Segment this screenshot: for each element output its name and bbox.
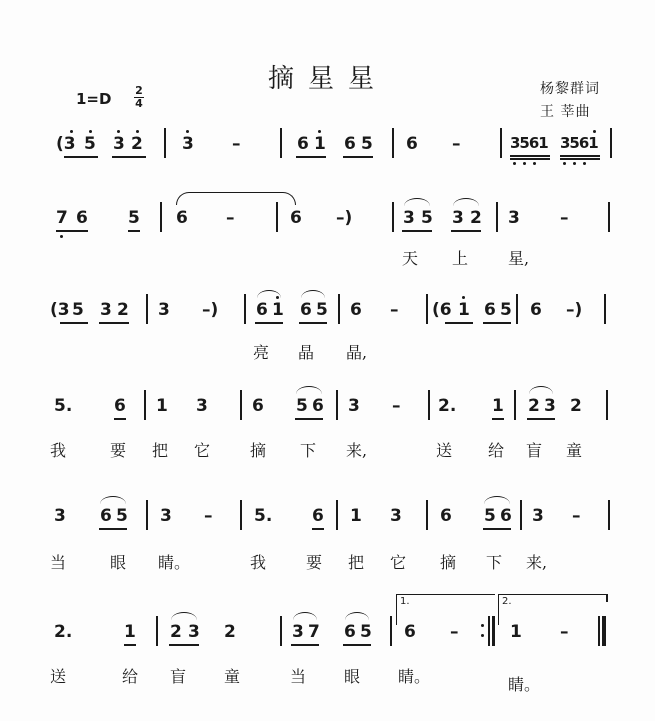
song-title: 摘星星 — [268, 64, 389, 94]
lyric: 来, — [526, 553, 548, 572]
note: 3 — [113, 134, 125, 154]
composer-credit: 王 莘曲 — [540, 104, 591, 120]
note: 6 — [344, 622, 356, 642]
note: 6 — [406, 134, 418, 154]
note: 3 — [100, 300, 112, 320]
note: 3 — [292, 622, 304, 642]
note: 2 — [131, 134, 143, 154]
dash: –) — [566, 300, 583, 320]
note: 5. — [54, 396, 73, 416]
lyric: 要 — [110, 441, 127, 460]
dash: – — [572, 506, 581, 526]
note: 5 — [500, 300, 512, 320]
volta-label-1: 1. — [400, 596, 410, 607]
note: 3 — [348, 396, 360, 416]
note: 5 — [316, 300, 328, 320]
note: 3 — [160, 506, 172, 526]
lyric: 给 — [488, 441, 505, 460]
lyric: 我 — [50, 441, 67, 460]
note: (3 — [56, 134, 76, 154]
time-signature-top: 2 — [135, 84, 143, 97]
dash: – — [450, 622, 459, 642]
lyric: 盲 — [170, 667, 187, 686]
dash: – — [392, 396, 401, 416]
lyric: 当 — [50, 553, 67, 572]
note: 6 — [252, 396, 264, 416]
note: 7 — [308, 622, 320, 642]
note: 5 — [360, 622, 372, 642]
note: 3 — [158, 300, 170, 320]
note: 3 — [544, 396, 556, 416]
lyric: 眼 — [344, 667, 361, 686]
note: 5 — [361, 134, 373, 154]
note: 5 — [84, 134, 96, 154]
dash: – — [204, 506, 213, 526]
note: 3 — [508, 208, 520, 228]
dash: – — [560, 208, 569, 228]
note: 3 — [452, 208, 464, 228]
note: 3 — [532, 506, 544, 526]
note: 1 — [272, 300, 284, 320]
note: 5 — [296, 396, 308, 416]
note: 5. — [254, 506, 273, 526]
note: 2 — [470, 208, 482, 228]
note: 2 — [528, 396, 540, 416]
note: 5 — [116, 506, 128, 526]
note: 6 — [100, 506, 112, 526]
lyric: 给 — [122, 667, 139, 686]
note: 3 — [188, 622, 200, 642]
note: 2. — [438, 396, 457, 416]
lyric: 来, — [346, 441, 368, 460]
lyric: 下 — [486, 553, 503, 572]
volta-bracket-2 — [498, 594, 607, 625]
lyric: 晶 — [298, 343, 315, 362]
lyric: 要 — [306, 553, 323, 572]
lyric: 它 — [390, 553, 407, 572]
note-group: 3561 — [510, 134, 548, 152]
note: 2. — [54, 622, 73, 642]
lyric: 当 — [290, 667, 307, 686]
note: 5 — [421, 208, 433, 228]
note: 6 — [440, 506, 452, 526]
note: 3 — [54, 506, 66, 526]
note: 5 — [72, 300, 84, 320]
lyric: 晶, — [346, 343, 368, 362]
lyric: 童 — [566, 441, 583, 460]
lyric: 睛。 — [158, 553, 191, 572]
note: (6 — [432, 300, 452, 320]
lyric: 它 — [194, 441, 211, 460]
note: 1 — [510, 622, 522, 642]
lyric: 我 — [250, 553, 267, 572]
dash: –) — [202, 300, 219, 320]
note: 6 — [297, 134, 309, 154]
note: 2 — [224, 622, 236, 642]
note: 7 — [56, 208, 68, 228]
time-signature — [134, 86, 144, 109]
note: 6 — [344, 134, 356, 154]
lyric: 亮 — [253, 343, 270, 362]
note: 1 — [350, 506, 362, 526]
lyric: 天 — [402, 249, 419, 268]
note-group: 3561 — [560, 134, 598, 152]
lyric: 把 — [152, 441, 169, 460]
note: 6 — [176, 208, 188, 228]
note: 1 — [314, 134, 326, 154]
note: 6 — [290, 208, 302, 228]
lyric: 上 — [452, 249, 469, 268]
note: 5 — [484, 506, 496, 526]
note: 6 — [404, 622, 416, 642]
note: (3 — [50, 300, 70, 320]
dash: – — [390, 300, 399, 320]
note: 6 — [530, 300, 542, 320]
volta-label-2: 2. — [502, 596, 512, 607]
lyric: 摘 — [440, 553, 457, 572]
note: 2 — [117, 300, 129, 320]
note: 6 — [350, 300, 362, 320]
note: 5 — [128, 208, 140, 228]
lyric: 下 — [300, 441, 317, 460]
lyric: 睛。 — [508, 675, 541, 694]
note: 2 — [570, 396, 582, 416]
note: 6 — [312, 506, 324, 526]
lyric: 送 — [50, 667, 67, 686]
lyricist-credit: 杨黎群词 — [540, 81, 600, 97]
note: 1 — [492, 396, 504, 416]
dash: –) — [336, 208, 353, 228]
dash: – — [226, 208, 235, 228]
dash: – — [232, 134, 241, 154]
note: 3 — [390, 506, 402, 526]
note: 6 — [256, 300, 268, 320]
lyric: 星, — [508, 249, 530, 268]
lyric: 摘 — [250, 441, 267, 460]
lyric: 童 — [224, 667, 241, 686]
note: 6 — [300, 300, 312, 320]
note: 6 — [484, 300, 496, 320]
dash: – — [452, 134, 461, 154]
note: 3 — [196, 396, 208, 416]
note: 1 — [458, 300, 470, 320]
volta-bracket-1 — [396, 594, 495, 625]
note: 6 — [114, 396, 126, 416]
note: 2 — [170, 622, 182, 642]
lyric: 眼 — [110, 553, 127, 572]
note: 6 — [500, 506, 512, 526]
note: 3 — [182, 134, 194, 154]
time-signature-bottom: 4 — [135, 97, 143, 110]
note: 3 — [403, 208, 415, 228]
lyric: 睛。 — [398, 667, 431, 686]
note: 6 — [76, 208, 88, 228]
dash: – — [560, 622, 569, 642]
lyric: 送 — [436, 441, 453, 460]
lyric: 把 — [348, 553, 365, 572]
key-signature: 1=D — [76, 90, 112, 108]
note: 1 — [124, 622, 136, 642]
note: 6 — [312, 396, 324, 416]
note: 1 — [156, 396, 168, 416]
lyric: 盲 — [526, 441, 543, 460]
